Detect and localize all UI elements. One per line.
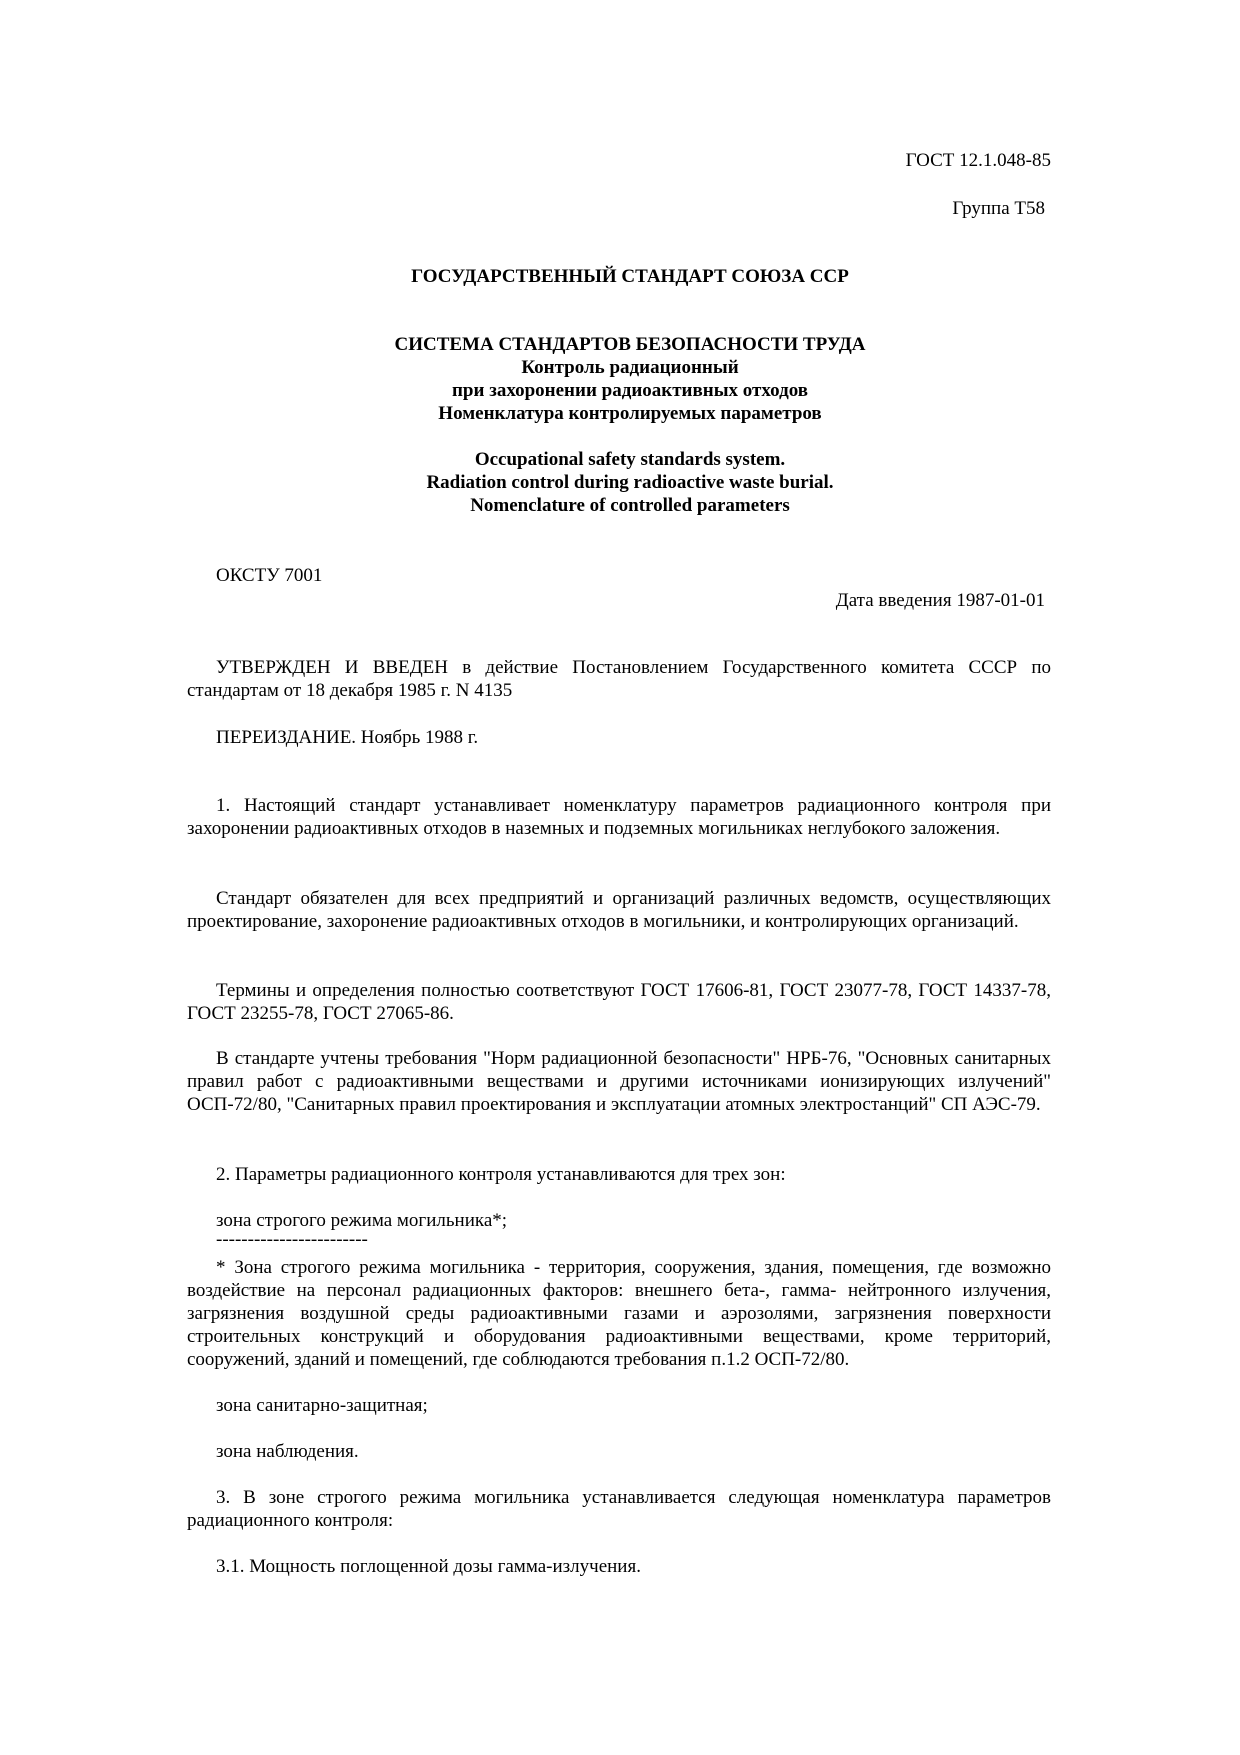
paragraph-2: Стандарт обязателен для всех предприятий и организаций различных ведомств, осуществляющих проектирование, захоронение радиоактивных отходов в могильники, и контролирующих организаций.	[187, 888, 1051, 932]
approval-paragraph: УТВЕРЖДЕН И ВВЕДЕН в действие Постановлением Государственного комитета СССР по стандартам от 18 декабря 1985 г. N 4135	[187, 657, 1051, 701]
title-ru-line: СИСТЕМА СТАНДАРТОВ БЕЗОПАСНОСТИ ТРУДА	[394, 334, 866, 355]
title-ru-line: Номенклатура контролируемых параметров	[438, 403, 822, 424]
zone-sanitary: зона санитарно-защитная;	[216, 1395, 428, 1416]
paragraph-6: 3. В зоне строгого режима могильника устанавливается следующая номенклатура параметров радиационного контроля:	[187, 1487, 1051, 1531]
title-ru-line: при захоронении радиоактивных отходов	[451, 380, 809, 401]
intro-date: Дата введения 1987-01-01	[835, 590, 1045, 611]
title-en	[0, 448, 1240, 517]
title-en-line: Nomenclature of controlled parameters	[470, 495, 790, 516]
title-ru-line: Контроль радиационный	[521, 357, 739, 378]
footnote-text: * Зона строгого режима могильника - территория, сооружения, здания, помещения, где возможно воздействие на персонал радиационных факторов: внешнего бета-, гамма- нейтронного излучения, загрязнения воздушной среды радиоактивными газами и аэрозолями, загрязнения поверхности строительных конструкций и оборудования радиоактивными веществами, кроме территорий, сооружений, зданий и помещений, где соблюдаются требования п.1.2 ОСП-72/80.	[187, 1257, 1051, 1370]
zone-observation: зона наблюдения.	[216, 1441, 359, 1462]
state-standard-title: ГОСУДАРСТВЕННЫЙ СТАНДАРТ СОЮЗА ССР	[411, 266, 849, 287]
zone-strict: зона строгого режима могильника*;	[216, 1210, 508, 1231]
footnote-separator: ------------------------	[216, 1229, 368, 1250]
paragraph-1: 1. Настоящий стандарт устанавливает номенклатуру параметров радиационного контроля при захоронении радиоактивных отходов в наземных и подземных могильниках неглубокого заложения.	[187, 795, 1051, 839]
paragraph-3: Термины и определения полностью соответствуют ГОСТ 17606-81, ГОСТ 23077-78, ГОСТ 14337-78, ГОСТ 23255-78, ГОСТ 27065-86.	[187, 980, 1051, 1024]
title-en-line: Radiation control during radioactive waste burial.	[426, 472, 834, 493]
gost-code: ГОСТ 12.1.048-85	[905, 150, 1051, 171]
title-en-line: Occupational safety standards system.	[474, 449, 786, 470]
group-label: Группа Т58	[952, 198, 1045, 219]
paragraph-4: В стандарте учтены требования "Норм радиационной безопасности" НРБ-76, "Основных санитарных правил работ с радиоактивными веществами и другими источниками ионизирующих излучений" ОСП-72/80, "Санитарных правил проектирования и эксплуатации атомных электростанций" СП АЭС-79.	[187, 1048, 1051, 1115]
paragraph-7: 3.1. Мощность поглощенной дозы гамма-излучения.	[216, 1556, 641, 1577]
okstu-code: ОКСТУ 7001	[216, 565, 323, 586]
paragraph-5: 2. Параметры радиационного контроля устанавливаются для трех зон:	[216, 1164, 786, 1185]
title-ru	[0, 333, 1240, 425]
reissue-note: ПЕРЕИЗДАНИЕ. Ноябрь 1988 г.	[216, 727, 479, 748]
